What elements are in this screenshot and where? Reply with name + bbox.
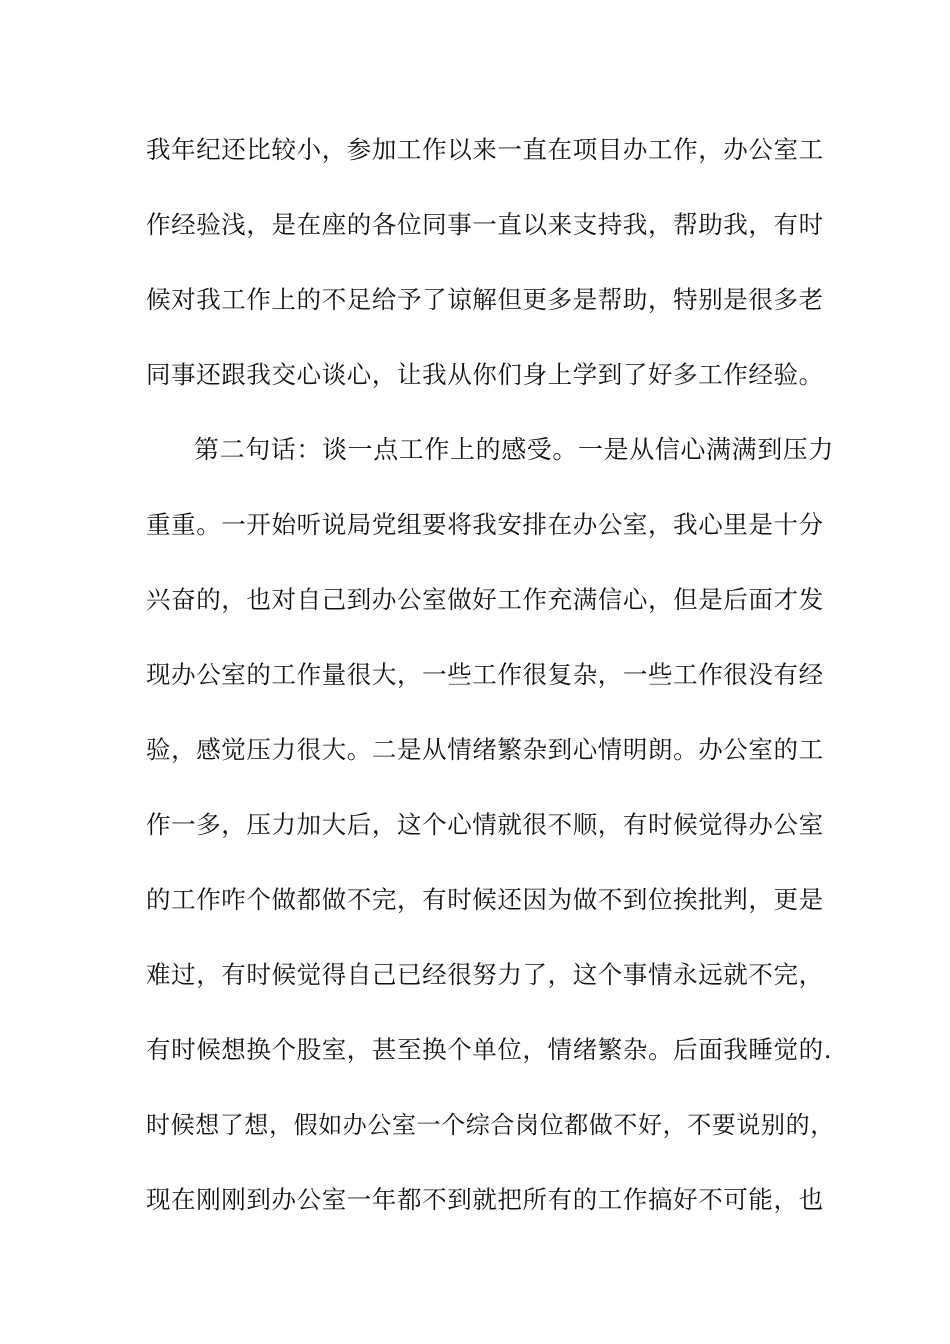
text-line-1: 我年纪还比较小，参加工作以来一直在项目办工作，办公室工 [146,135,824,164]
text-line-10: 作一多，压力加大后，这个心情就很不顺，有时候觉得办公室 [146,810,824,839]
text-line-9: 验，感觉压力很大。二是从情绪繁杂到心情明朗。办公室的工 [146,735,824,764]
text-line-4: 同事还跟我交心谈心，让我从你们身上学到了好多工作经验。 [146,360,824,389]
text-line-3: 候对我工作上的不足给予了谅解但更多是帮助，特别是很多老 [146,285,824,314]
text-line-7: 兴奋的，也对自己到办公室做好工作充满信心，但是后面才发 [146,585,824,614]
text-line-5: 第二句话：谈一点工作上的感受。一是从信心满满到压力 [194,435,835,464]
text-line-11: 的工作咋个做都做不完，有时候还因为做不到位挨批判，更是 [146,885,824,914]
text-line-2: 作经验浅，是在座的各位同事一直以来支持我，帮助我，有时 [146,210,824,239]
text-line-14: 时候想了想，假如办公室一个综合岗位都做不好，不要说别的， [146,1111,835,1139]
text-line-12: 难过，有时候觉得自己已经很努力了，这个事情永远就不完， [146,960,824,989]
text-line-6: 重重。一开始听说局党组要将我安排在办公室，我心里是十分 [146,510,824,539]
text-line-8: 现办公室的工作量很大，一些工作很复杂，一些工作很没有经 [146,660,824,689]
text-line-15: 现在刚刚到办公室一年都不到就把所有的工作搞好不可能，也 [146,1185,824,1214]
text-line-13: 有时候想换个股室，甚至换个单位，情绪繁杂。后面我睡觉的. [146,1035,833,1064]
